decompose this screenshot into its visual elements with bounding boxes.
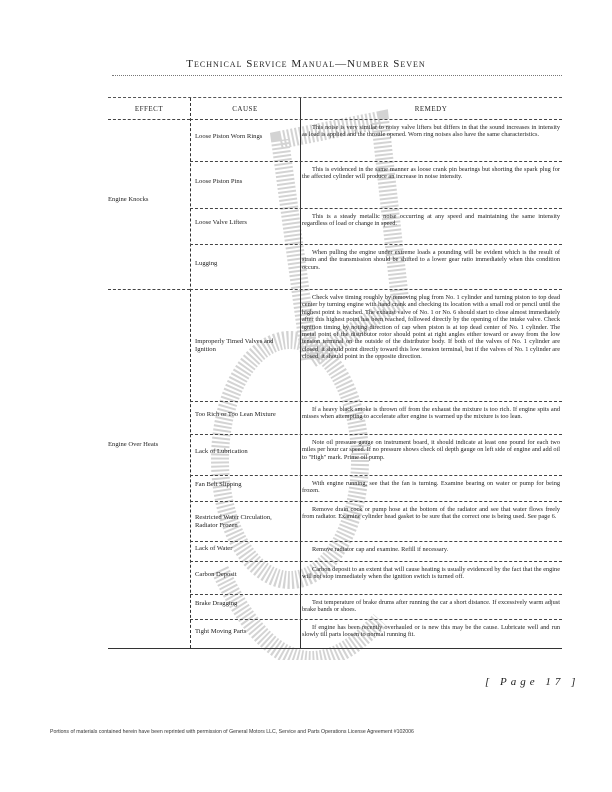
page-number: [ Page 17 ]: [485, 676, 580, 688]
footer-note: Portions of materials contained herein have been reprinted with permission of General Motors LLC, Service and Parts Operations License Agreement #102006: [50, 729, 414, 735]
table-row: [190, 475, 562, 501]
remedy-cell: This is evidenced in the same manner as loose crank pin bearings but shorting the spark plug for the affected cylinder will produce an increase in noise intensity.: [302, 166, 560, 181]
table-row: [190, 208, 562, 244]
remedy-cell: Check valve timing roughly by removing plug from No. 1 cylinder and turning piston to top dead center by turning engine with hand crank and checking its location with a small rod or pencil until the highest point is reached. The exhaust valve of No. 1 or No. 6 should start to close almost immediately after this highest point has been reached, followed directly by the opening of the intake valve. Check ignition timing by noting direction of cap when piston is at top dead center of No. 1 cylinder. The metal point of the distributor rotor should point at right angles either toward or away from the low tension terminal on the outside of the distributor body. If both of the valves of No. 1 cylinder are closed, it should point directly toward this low tension terminal, but if the valves of No. 1 cylinder are closed, it should point in the opposite direction.: [302, 294, 560, 361]
effect-label: Engine Over Heats: [108, 441, 159, 448]
cause-cell: Fan Belt Slipping: [195, 481, 242, 488]
table-row: [190, 401, 562, 434]
remedy-cell: Remove radiator cap and examine. Refill if necessary.: [312, 546, 449, 553]
remedy-cell: With engine running, see that the fan is turning. Examine bearing on water or pump for being frozen.: [302, 480, 560, 495]
remedy-cell: This is a steady metallic noise occurring at any speed and maintaining the same intensity regardless of load or change in speed.: [302, 213, 560, 228]
remedy-cell: If a heavy black smoke is thrown off from the exhaust the mixture is too rich. If engine spits and misses when attempting to accelerate after engine is warmed up the mixture is too lean.: [302, 406, 560, 421]
header-rule: [112, 75, 562, 76]
page-title: Technical Service Manual—Number Seven: [186, 58, 426, 70]
troubleshooting-table: [108, 97, 562, 649]
table-row: [190, 619, 562, 650]
cause-cell: Improperly Timed Valves and Ignition: [195, 338, 274, 353]
cause-cell: Carbon Deposit: [195, 570, 237, 578]
header-remedy: REMEDY: [414, 105, 448, 113]
table-row: [190, 289, 562, 401]
cause-cell: Tight Moving Parts: [195, 627, 247, 635]
cause-cell: Restricted Water Circulation, Radiator Frozen: [195, 514, 272, 529]
cause-cell: Too Rich or Too Lean Mixture: [195, 410, 276, 418]
remedy-cell: Remove drain cock or pump hose at the bottom of the radiator and see that water flows freely from radiator. Examine cylinder head gasket to be sure that the correct one is being used. See page 6.: [302, 506, 560, 521]
cause-cell: Loose Piston Worn Rings: [195, 133, 263, 140]
header-cause: CAUSE: [232, 105, 258, 113]
cause-cell: Loose Piston Pins: [195, 177, 243, 185]
table-row: [190, 119, 562, 161]
remedy-cell: Note oil pressure gauge on instrument board, it should indicate at least one pound for each two miles per hour car speed. If no pressure shows check oil depth gauge on left side of engine and add oil to "High" mark. Prime oil pump.: [302, 439, 560, 461]
remedy-cell: If engine has been recently overhauled or is new this may be the cause. Lubricate well and run slowly till parts loosen to normal running fit.: [302, 624, 560, 639]
table-row: [190, 161, 562, 208]
remedy-cell: When pulling the engine under extreme loads a pounding will be evident which is the result of strain and the transmission should be shifted to a lower gear ratio immediately when this condition occurs.: [302, 249, 560, 271]
header-effect: EFFECT: [134, 105, 164, 113]
group-divider: [108, 289, 190, 290]
table-row: [190, 501, 562, 541]
remedy-cell: Carbon deposit to an extent that will cause heating is usually evidenced by the fact that the engine will not stop immediately when the ignition switch is turned off.: [302, 566, 560, 581]
effect-label: Engine Knocks: [108, 196, 149, 203]
table-row: [190, 434, 562, 475]
table-row: [190, 541, 562, 561]
table-row: [190, 594, 562, 619]
cause-cell: Lugging: [195, 259, 218, 267]
table-row: [190, 244, 562, 289]
remedy-cell: This noise is very similar to noisy valve lifters but differs in that the sound increases in intensity as load is applied and the throttle opened. Worn ring noises also have the same characteristics.: [302, 124, 560, 139]
table-row: [190, 561, 562, 594]
remedy-cell: Test temperature of brake drums after running the car a short distance. If excessively warm adjust brake bands or shoes.: [302, 599, 560, 614]
cause-cell: Lack of Water: [195, 545, 233, 552]
cause-cell: Lack of Lubrication: [195, 447, 248, 455]
cause-cell: Brake Dragging: [195, 599, 238, 607]
cause-cell: Loose Valve Lifters: [195, 219, 247, 226]
